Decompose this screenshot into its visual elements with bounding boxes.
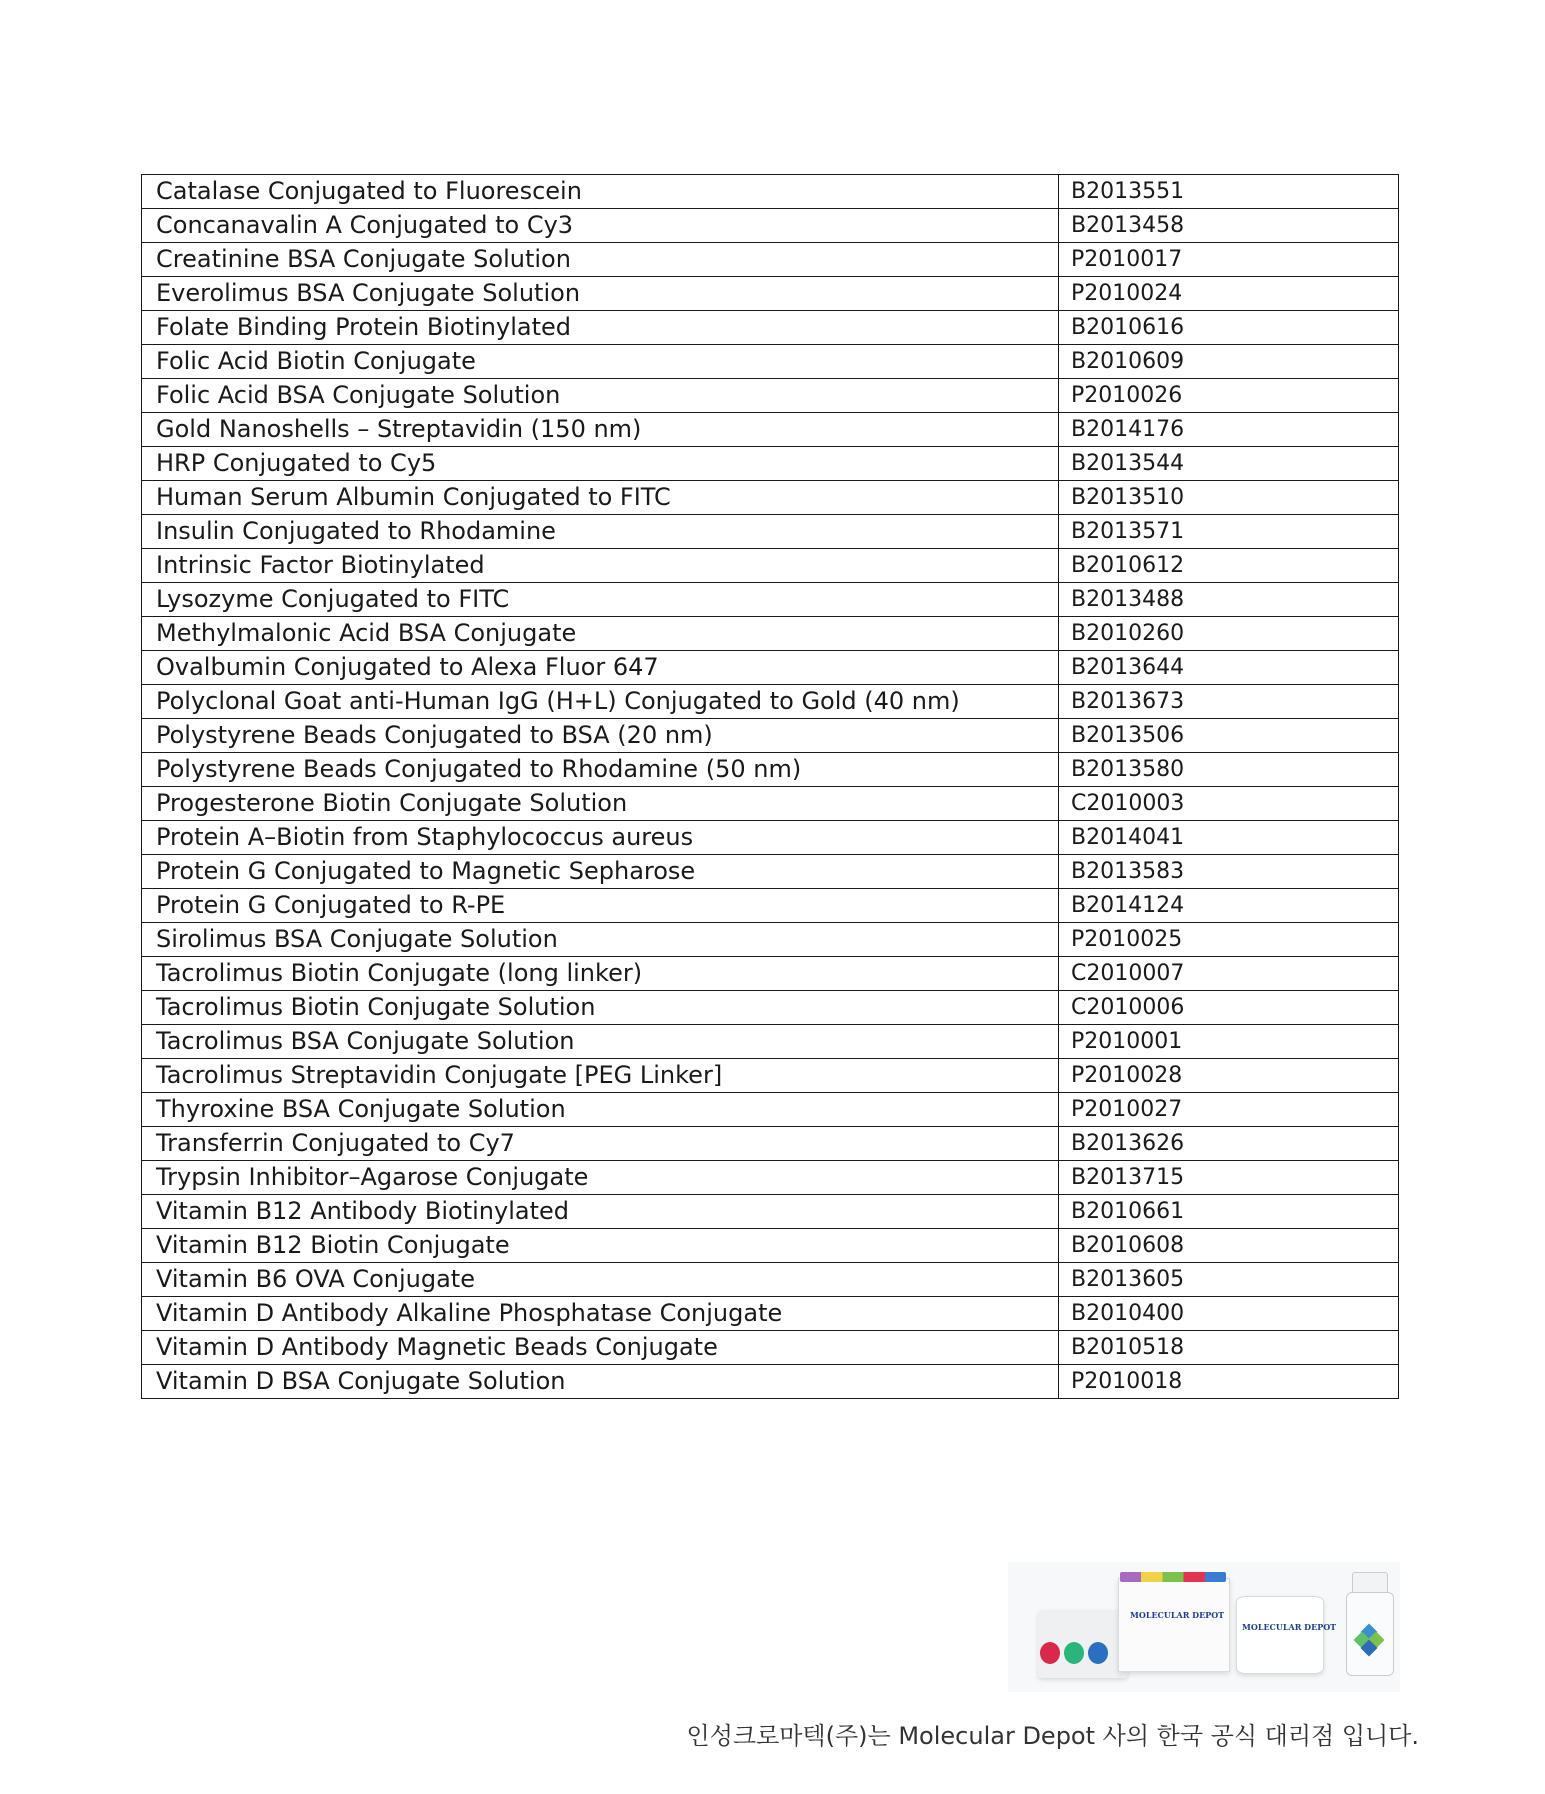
catalog-number-cell: B2010616 [1059,311,1399,345]
product-name-cell: Tacrolimus Biotin Conjugate (long linker) [142,957,1059,991]
table-row [142,1331,1399,1365]
catalog-number-cell: B2013510 [1059,481,1399,515]
catalog-number-cell: B2014176 [1059,413,1399,447]
catalog-number-cell: P2010024 [1059,277,1399,311]
product-name-cell: Concanavalin A Conjugated to Cy3 [142,209,1059,243]
product-table [141,174,1399,1399]
table-row [142,957,1399,991]
product-name-cell: Thyroxine BSA Conjugate Solution [142,1093,1059,1127]
product-name-cell: Polyclonal Goat anti-Human IgG (H+L) Conjugated to Gold (40 nm) [142,685,1059,719]
table-row [142,1127,1399,1161]
catalog-number-cell: B2013583 [1059,855,1399,889]
product-name-cell: Vitamin B6 OVA Conjugate [142,1263,1059,1297]
catalog-number-cell: B2010661 [1059,1195,1399,1229]
table-row [142,685,1399,719]
blue-vial-cap [1088,1642,1108,1664]
product-name-cell: Protein G Conjugated to R-PE [142,889,1059,923]
bottle-cap [1352,1572,1388,1594]
product-name-cell: Vitamin D BSA Conjugate Solution [142,1365,1059,1399]
product-name-cell: Folic Acid BSA Conjugate Solution [142,379,1059,413]
green-vial-cap [1064,1642,1084,1664]
catalog-number-cell: B2013715 [1059,1161,1399,1195]
table-row [142,923,1399,957]
product-name-cell: Human Serum Albumin Conjugated to FITC [142,481,1059,515]
table-row [142,277,1399,311]
product-name-cell: Trypsin Inhibitor–Agarose Conjugate [142,1161,1059,1195]
table-row [142,855,1399,889]
catalog-number-cell: B2013580 [1059,753,1399,787]
product-name-cell: Transferrin Conjugated to Cy7 [142,1127,1059,1161]
catalog-number-cell: C2010006 [1059,991,1399,1025]
table-row [142,889,1399,923]
catalog-number-cell: B2010400 [1059,1297,1399,1331]
distributor-note: 인성크로마텍(주)는 Molecular Depot 사의 한국 공식 대리점 입니다. [686,1722,1419,1750]
table-row [142,583,1399,617]
catalog-number-cell: P2010001 [1059,1025,1399,1059]
table-row [142,651,1399,685]
table-row [142,413,1399,447]
catalog-number-cell: B2014124 [1059,889,1399,923]
catalog-number-cell: B2014041 [1059,821,1399,855]
table-row [142,753,1399,787]
catalog-number-cell: B2010612 [1059,549,1399,583]
catalog-number-cell: P2010027 [1059,1093,1399,1127]
product-name-cell: Methylmalonic Acid BSA Conjugate [142,617,1059,651]
table-row [142,1195,1399,1229]
table-row [142,379,1399,413]
table-row [142,515,1399,549]
product-name-cell: Lysozyme Conjugated to FITC [142,583,1059,617]
product-name-cell: Protein A–Biotin from Staphylococcus aureus [142,821,1059,855]
catalog-number-cell: B2010518 [1059,1331,1399,1365]
catalog-number-cell: B2013551 [1059,175,1399,209]
table-body [142,175,1399,1399]
catalog-number-cell: B2013644 [1059,651,1399,685]
catalog-number-cell: B2013488 [1059,583,1399,617]
table-row [142,1297,1399,1331]
catalog-number-cell: C2010007 [1059,957,1399,991]
table-row [142,311,1399,345]
product-image [1008,1562,1400,1692]
table-row [142,1161,1399,1195]
catalog-number-cell: B2013626 [1059,1127,1399,1161]
product-name-cell: Intrinsic Factor Biotinylated [142,549,1059,583]
kit-color-strip [1120,1572,1226,1582]
kit-box-label: MOLECULAR DEPOT [1130,1610,1225,1620]
product-name-cell: Gold Nanoshells – Streptavidin (150 nm) [142,413,1059,447]
table-row [142,549,1399,583]
product-name-cell: Catalase Conjugated to Fluorescein [142,175,1059,209]
table-row [142,481,1399,515]
table-row [142,991,1399,1025]
table-row [142,447,1399,481]
table-row [142,1025,1399,1059]
catalog-number-cell: B2013506 [1059,719,1399,753]
catalog-number-cell: B2013605 [1059,1263,1399,1297]
table-row [142,1365,1399,1399]
reagent-jar [1236,1596,1324,1674]
catalog-number-cell: P2010018 [1059,1365,1399,1399]
table-row [142,1263,1399,1297]
table-row [142,175,1399,209]
product-name-cell: Tacrolimus Biotin Conjugate Solution [142,991,1059,1025]
product-name-cell: Tacrolimus Streptavidin Conjugate [PEG Linker] [142,1059,1059,1093]
product-name-cell: Vitamin B12 Antibody Biotinylated [142,1195,1059,1229]
table-row [142,1093,1399,1127]
catalog-number-cell: B2010608 [1059,1229,1399,1263]
kit-box [1118,1578,1230,1672]
product-name-cell: Vitamin B12 Biotin Conjugate [142,1229,1059,1263]
product-name-cell: Folate Binding Protein Biotinylated [142,311,1059,345]
catalog-number-cell: P2010026 [1059,379,1399,413]
product-name-cell: Progesterone Biotin Conjugate Solution [142,787,1059,821]
table-row [142,787,1399,821]
product-name-cell: Folic Acid Biotin Conjugate [142,345,1059,379]
table-row [142,345,1399,379]
catalog-number-cell: P2010028 [1059,1059,1399,1093]
product-name-cell: Polystyrene Beads Conjugated to Rhodamine (50 nm) [142,753,1059,787]
table-row [142,1229,1399,1263]
catalog-number-cell: B2010609 [1059,345,1399,379]
product-name-cell: Tacrolimus BSA Conjugate Solution [142,1025,1059,1059]
catalog-number-cell: B2013458 [1059,209,1399,243]
product-name-cell: Everolimus BSA Conjugate Solution [142,277,1059,311]
table-row [142,243,1399,277]
catalog-number-cell: B2013571 [1059,515,1399,549]
product-name-cell: Vitamin D Antibody Alkaline Phosphatase Conjugate [142,1297,1059,1331]
catalog-number-cell: B2013544 [1059,447,1399,481]
table-row [142,617,1399,651]
product-name-cell: Insulin Conjugated to Rhodamine [142,515,1059,549]
product-name-cell: Ovalbumin Conjugated to Alexa Fluor 647 [142,651,1059,685]
product-name-cell: Creatinine BSA Conjugate Solution [142,243,1059,277]
product-name-cell: Sirolimus BSA Conjugate Solution [142,923,1059,957]
catalog-number-cell: P2010025 [1059,923,1399,957]
table-row [142,719,1399,753]
catalog-number-cell: B2013673 [1059,685,1399,719]
product-name-cell: HRP Conjugated to Cy5 [142,447,1059,481]
product-name-cell: Polystyrene Beads Conjugated to BSA (20 nm) [142,719,1059,753]
red-vial-cap [1040,1642,1060,1664]
catalog-number-cell: P2010017 [1059,243,1399,277]
product-name-cell: Protein G Conjugated to Magnetic Sepharose [142,855,1059,889]
table-row [142,1059,1399,1093]
table-row [142,209,1399,243]
catalog-number-cell: B2010260 [1059,617,1399,651]
product-name-cell: Vitamin D Antibody Magnetic Beads Conjugate [142,1331,1059,1365]
table-row [142,821,1399,855]
catalog-number-cell: C2010003 [1059,787,1399,821]
jar-label: MOLECULAR DEPOT [1242,1622,1337,1632]
